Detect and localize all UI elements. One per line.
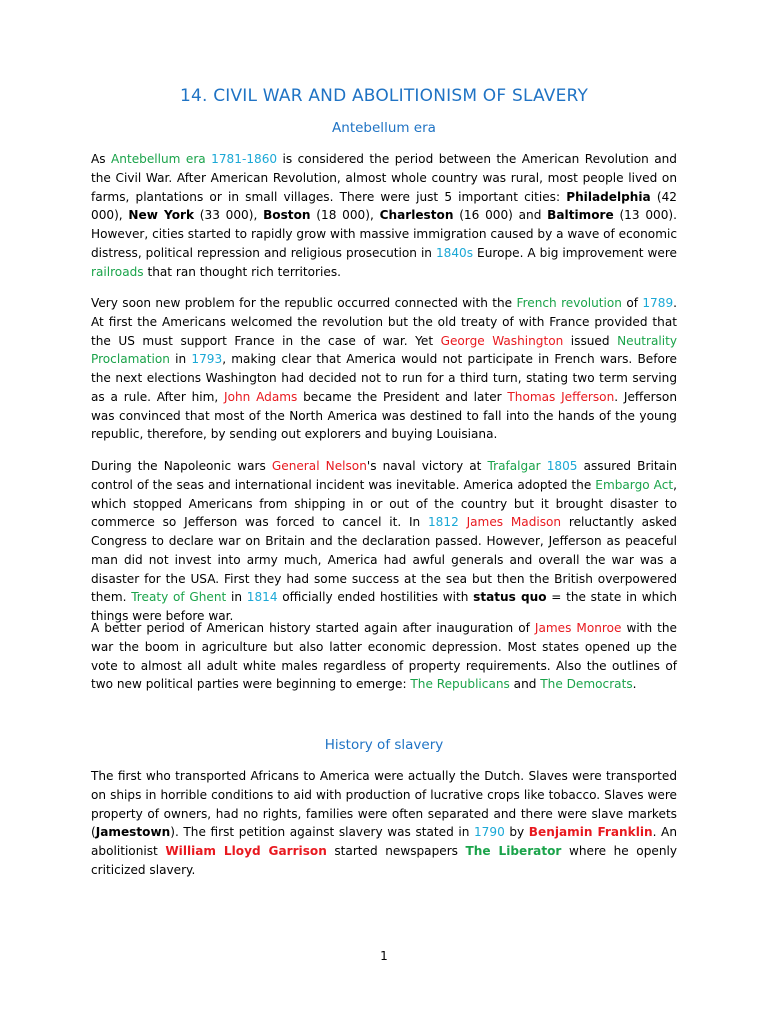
city-charleston: Charleston [379, 208, 454, 223]
term-antebellum-era: Antebellum era [111, 152, 206, 166]
city-boston: Boston [263, 208, 311, 223]
date-1793: 1793 [191, 352, 223, 367]
page-title: 14. CIVIL WAR AND ABOLITIONISM OF SLAVERY [179, 86, 589, 106]
paragraph-history-of-slavery: The first who transported Africans to America were actually the Dutch. Slaves were transported on ships in horrible conditions to aid with production of lucrative crops like tobacco. Slaves were property of owners, had no rights, families were often separated and there were slave markets (Jamestown). The first petition against slavery was stated in 1790 by Benjamin Franklin. An abolitionist William Lloyd Garrison started newspapers The Liberator where he openly criticized slavery. [91, 769, 677, 877]
date-1789: 1789 [642, 296, 674, 310]
date-1840s: 1840s [435, 245, 474, 260]
person-thomas-jefferson: Thomas Jefferson [507, 389, 615, 404]
term-the-republicans: The Republicans [410, 677, 510, 692]
term-french-revolution: French revolution [516, 296, 622, 310]
term-neutrality-proclamation: Neutrality Proclamation [91, 333, 677, 367]
city-philadelphia: Philadelphia [566, 189, 651, 204]
person-general-nelson: General Nelson [271, 459, 367, 473]
term-status-quo: status quo [473, 590, 547, 605]
place-jamestown: Jamestown [95, 825, 171, 840]
paragraph-antebellum-intro: As Antebellum era 1781-1860 is considered the period between the American Revolution and the Civil War. After American Revolution, almost whole country was rural, most people lived on farms, plantations or in small villages. There were just 5 important cities: Philadelphia (42 000), New York (33 000), Boston (18 000), Charleston (16 000) and Baltimore (13 000). However, cities started to rapidly grow with massive immigration caused by a wave of economic distress, political repression and religious prosecution in 1840s Europe. A big improvement were railroads that ran thought rich territories. [91, 152, 677, 279]
city-new-york: New York [128, 208, 195, 223]
section-heading-history-of-slavery: History of slavery [324, 737, 444, 753]
city-baltimore: Baltimore [547, 208, 614, 223]
term-treaty-of-ghent: Treaty of Ghent [131, 590, 227, 605]
date-1812: 1812 [427, 515, 459, 530]
paragraph-french-revolution: Very soon new problem for the republic occurred connected with the French revolution of 1789. At first the Americans welcomed the revolution but the old treaty of with France provided that the US must support France in the case of war. Yet George Washington issued Neutrality Proclamation in 1793, making clear that America would not participate in French wars. Before the next elections Washington had decided not to run for a third turn, stating two term serving as a rule. After him, John Adams became the President and later Thomas Jefferson. Jefferson was convinced that most of the North America was destined to fall into the hands of the young republic, therefore, by sending out explorers and buying Louisiana. [91, 296, 677, 442]
section-heading-antebellum: Antebellum era [332, 120, 436, 136]
person-james-monroe: James Monroe [534, 621, 622, 635]
date-1790: 1790 [473, 825, 505, 840]
date-1781-1860: 1781-1860 [211, 152, 278, 166]
date-1814: 1814 [246, 590, 278, 605]
person-george-washington: George Washington [440, 333, 564, 348]
person-william-lloyd-garrison: William Lloyd Garrison [165, 844, 327, 858]
paragraph-napoleonic-wars: During the Napoleonic wars General Nelson's naval victory at Trafalgar 1805 assured Britain control of the seas and international incident was inevitable. America adopted the Embargo Act, which stopped Americans from shipping in or out of the country but it brought disaster to commerce so Jefferson was forced to cancel it. In 1812 James Madison reluctantly asked Congress to declare war on Britain and the declaration passed. However, Jefferson as peaceful man did not invest into army much, America had awful generals and overall the war was a disaster for the USA. First they had some success at the sea but then the British overpowered them. Treaty of Ghent in 1814 officially ended hostilities with status quo = the state in which things were before war. [91, 459, 678, 623]
term-railroads: railroads [91, 264, 144, 279]
person-john-adams: John Adams [224, 389, 298, 404]
term-trafalgar: Trafalgar [487, 459, 541, 473]
paragraph-james-monroe: A better period of American history started again after inauguration of James Monroe with the war the boom in agriculture but also latter economic depression. Most states opened up the vote to almost all adult white males regardless of property requirements. Also the outlines of two new political parties were beginning to emerge: The Republicans and The Democrats. [91, 621, 677, 692]
term-the-democrats: The Democrats [540, 677, 633, 692]
person-benjamin-franklin: Benjamin Franklin [528, 825, 653, 840]
page-number: 1 [380, 949, 388, 963]
term-embargo-act: Embargo Act [595, 477, 674, 492]
person-james-madison: James Madison [466, 515, 562, 530]
date-1805: 1805 [546, 459, 578, 473]
term-the-liberator: The Liberator [465, 844, 562, 858]
